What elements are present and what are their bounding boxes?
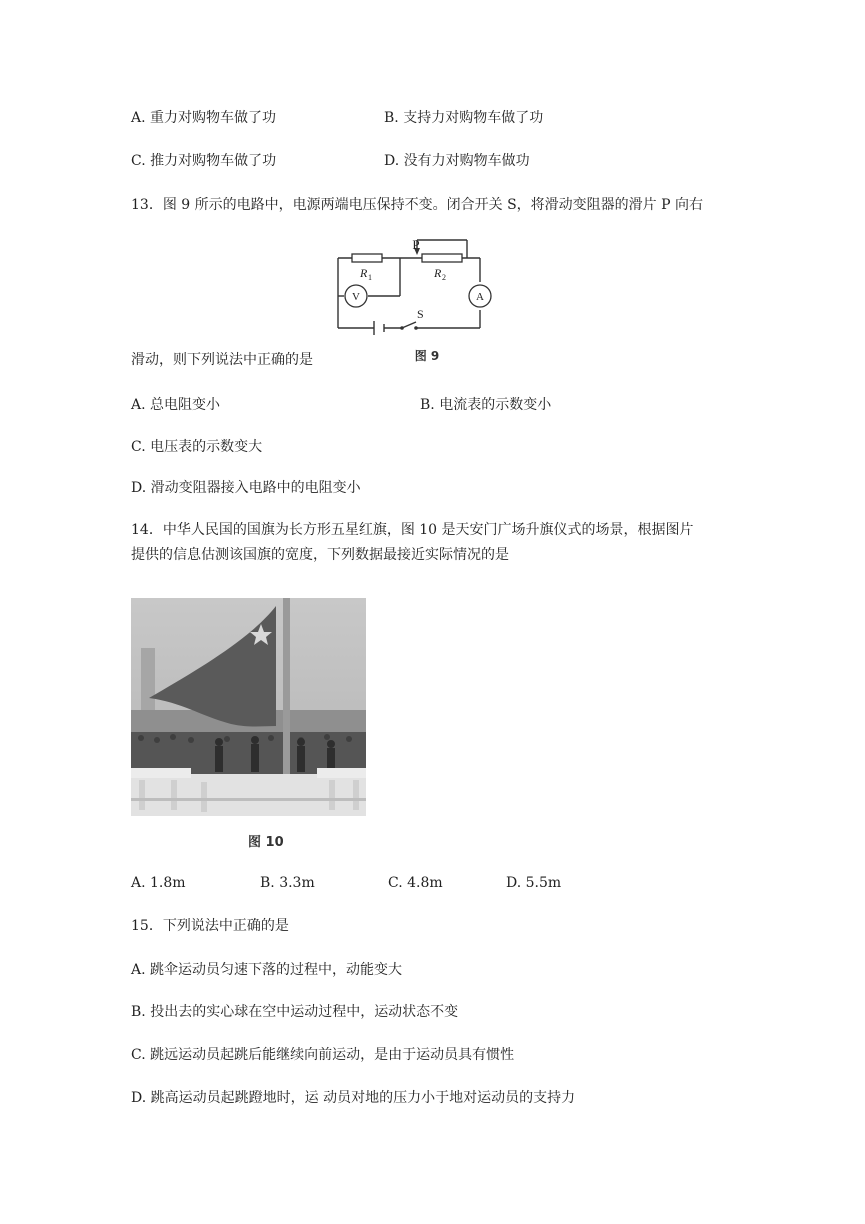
q12-option-b: B. 支持力对购物车做了功	[384, 110, 544, 126]
circuit-diagram-figure-9	[330, 230, 500, 370]
q15-option-d: D. 跳高运动员起跳蹬地时，运 动员对地的压力小于地对运动员的支持力	[131, 1090, 576, 1106]
label-a: A	[476, 291, 484, 303]
q15-stem: 15．下列说法中正确的是	[131, 918, 289, 934]
q15-option-a: A. 跳伞运动员匀速下落的过程中，动能变大	[131, 962, 403, 978]
q13-option-b: B. 电流表的示数变小	[420, 397, 552, 413]
flag-ceremony-photo	[131, 598, 366, 816]
q14-option-a: A. 1.8m	[131, 875, 186, 891]
label-p: P	[412, 237, 420, 252]
q13-option-a: A. 总电阻变小	[131, 397, 221, 413]
q14-option-c: C. 4.8m	[388, 875, 443, 891]
q13-option-d: D. 滑动变阻器接入电路中的电阻变小	[131, 480, 361, 496]
q13-stem-line2: 滑动，则下列说法中正确的是	[131, 352, 313, 368]
label-s: S	[417, 307, 424, 321]
q12-option-a: A. 重力对购物车做了功	[131, 110, 277, 126]
q13-stem-line1: 13．图 9 所示的电路中，电源两端电压保持不变。闭合开关 S，将滑动变阻器的滑片 P 向右	[131, 197, 703, 213]
label-r2-sub: 2	[442, 273, 446, 282]
figure-9-caption: 图 9	[414, 349, 440, 363]
label-v: V	[352, 291, 360, 303]
rheostat-r2	[422, 254, 462, 262]
q14-stem-line2: 提供的信息估测该国旗的宽度，下列数据最接近实际情况的是	[131, 547, 509, 563]
q12-option-d: D. 没有力对购物车做功	[384, 153, 530, 169]
q14-option-d: D. 5.5m	[506, 875, 562, 891]
label-r1-sub: 1	[368, 273, 372, 282]
q14-option-b: B. 3.3m	[260, 875, 315, 891]
q14-stem-line1: 14．中华人民国的国旗为长方形五星红旗，图 10 是天安门广场升旗仪式的场景，根据图片	[131, 522, 694, 538]
label-r2: R	[434, 266, 442, 280]
resistor-r1	[352, 254, 382, 262]
q15-option-b: B. 投出去的实心球在空中运动过程中，运动状态不变	[131, 1004, 459, 1020]
figure-10-caption: 图 10	[248, 835, 284, 850]
label-r1: R	[360, 266, 368, 280]
q12-option-c: C. 推力对购物车做了功	[131, 153, 277, 169]
q13-option-c: C. 电压表的示数变大	[131, 439, 263, 455]
q15-option-c: C. 跳远运动员起跳后能继续向前运动，是由于运动员具有惯性	[131, 1047, 515, 1063]
